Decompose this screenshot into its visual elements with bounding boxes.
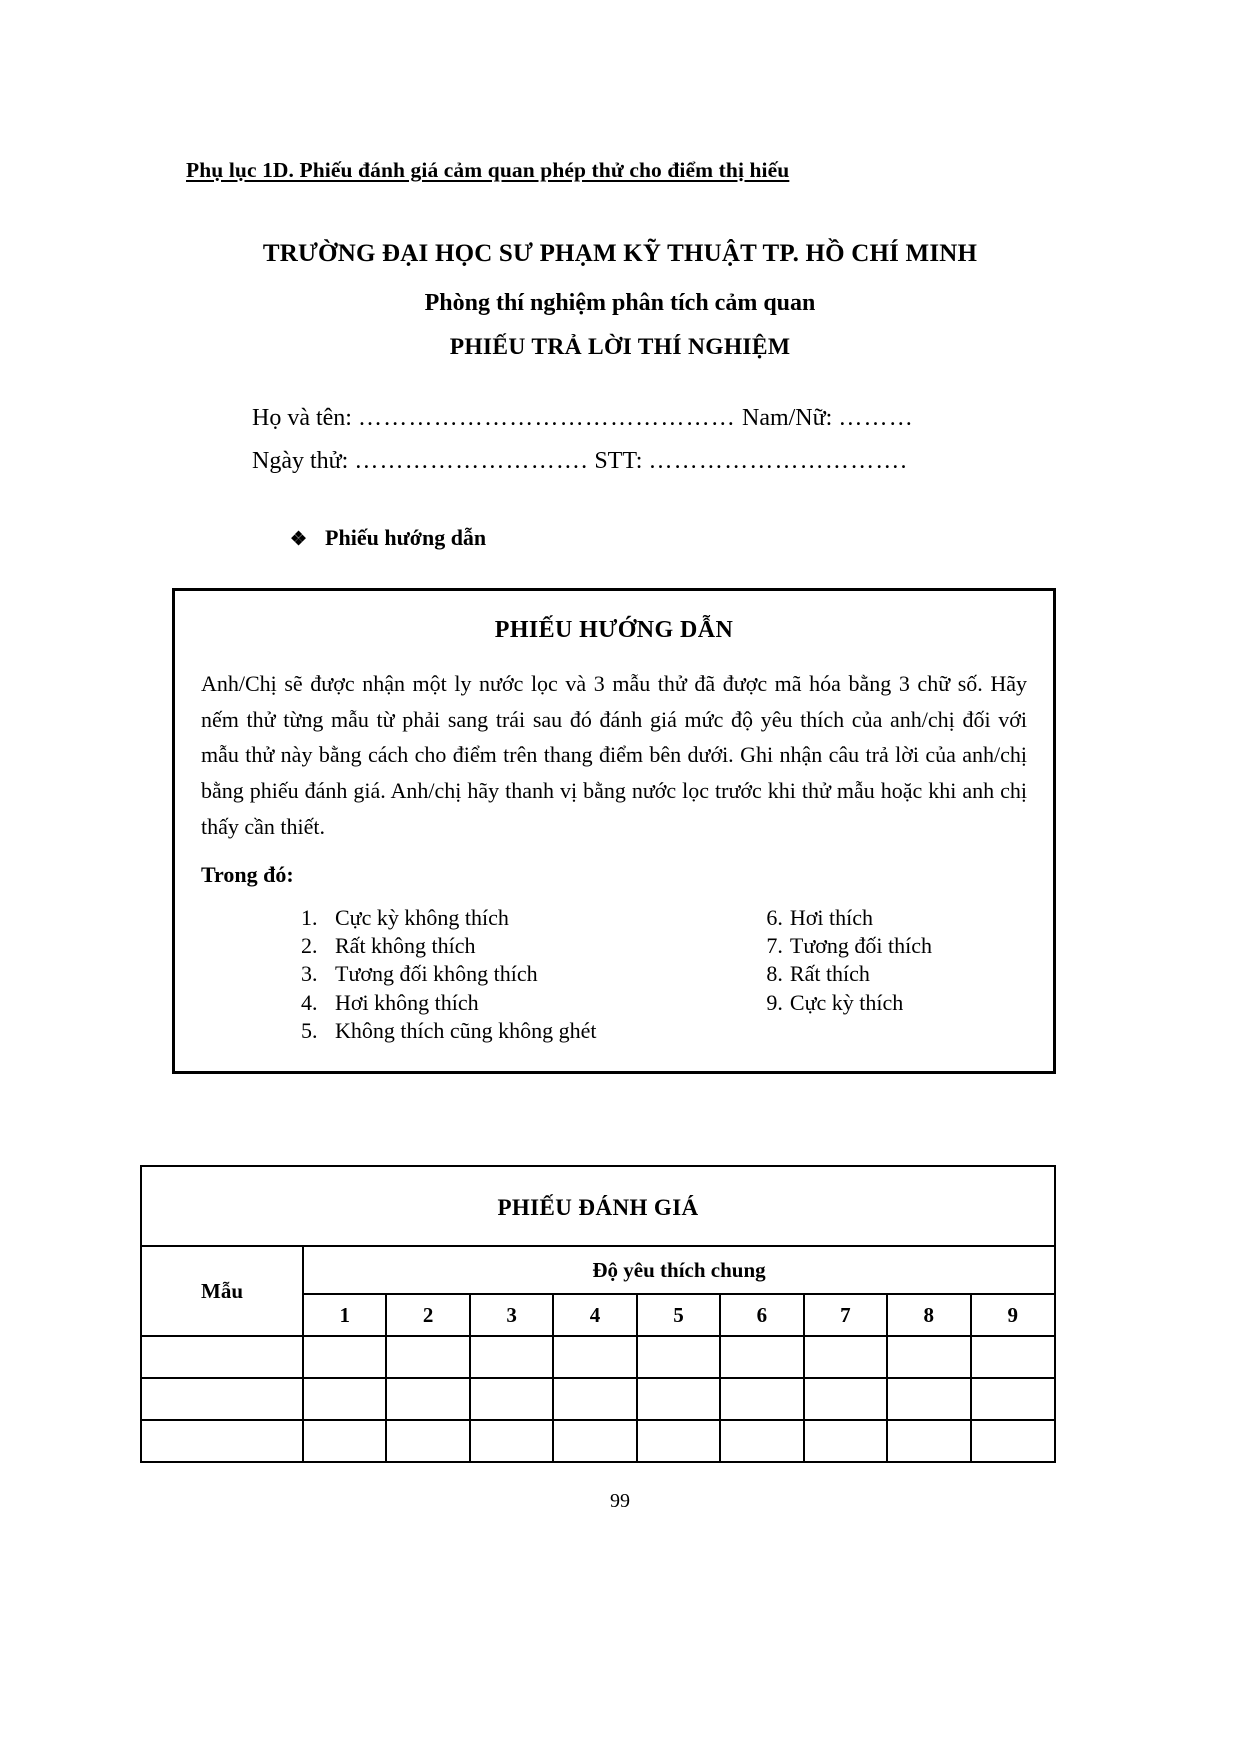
cell-score-6[interactable] [720,1420,803,1461]
hedonic-scale-list-right [766,904,1027,1017]
list-item [766,989,1027,1017]
scale-label: Cực kỳ thích [789,989,904,1015]
gender-label: Nam/Nữ: [741,405,833,431]
diamond-bullet-icon: ❖ [290,529,308,550]
cell-sample[interactable] [142,1420,303,1461]
participant-fields [252,405,1012,491]
cell-score-3[interactable] [470,1336,553,1378]
column-header-score-2: 2 [386,1294,469,1336]
cell-score-4[interactable] [553,1336,636,1378]
scale-number: 2. [301,933,318,959]
organisation-header [0,240,1240,361]
list-item [301,904,766,932]
instruction-sheet-bullet-line [290,525,486,551]
scale-number: 9. [766,989,783,1015]
cell-score-3[interactable] [470,1378,553,1420]
instruction-paragraph: Anh/Chị sẽ được nhận một ly nước lọc và 3 mẫu thử đã được mã hóa bằng 3 chữ số. Hãy nếm thử từng mẫu từ phải sang trái sau đó đánh giá mức độ yêu thích của anh/chị đối với mẫu thử này bằng cách cho điểm trên thang điểm bên dưới. Ghi nhận câu trả lời của anh/chị bằng phiếu đánh giá. Anh/chị hãy thanh vị bằng nước lọc trước khi thử mẫu hoặc khi anh chị thấy cần thiết. [201,671,1027,839]
stt-input[interactable]: …………………………. [648,448,908,474]
stt-label: STT: [594,448,643,474]
list-item [301,932,766,960]
scale-number: 8. [766,961,783,987]
scale-number: 7. [766,933,783,959]
column-header-score-5: 5 [637,1294,720,1336]
appendix-heading: Phụ lục 1D. Phiếu đánh giá cảm quan phép thử cho điểm thị hiếu [186,158,790,182]
hedonic-scale-right-column [766,904,1027,1045]
scale-label: Tương đối không thích [335,961,538,987]
form-title: PHIẾU TRẢ LỜI THÍ NGHIỆM [449,334,791,360]
scale-number: 6. [766,905,783,931]
cell-score-8[interactable] [887,1420,970,1461]
list-item [766,932,1027,960]
scale-label: Hơi thích [789,905,874,931]
cell-score-5[interactable] [637,1336,720,1378]
name-input[interactable]: ……………………………………… [357,405,736,431]
list-item [766,960,1027,988]
cell-score-7[interactable] [804,1420,887,1461]
cell-score-4[interactable] [553,1420,636,1461]
scale-label: Rất thích [789,961,870,987]
date-stt-row [252,448,1012,475]
cell-score-1[interactable] [303,1420,386,1461]
scale-number: 5. [301,1017,318,1043]
page-number: 99 [610,1490,630,1512]
hedonic-scale-list-left [301,904,766,1045]
cell-score-2[interactable] [386,1336,469,1378]
scale-label: Hơi không thích [335,989,479,1015]
university-name: TRƯỜNG ĐẠI HỌC SƯ PHẠM KỸ THUẬT TP. HỒ CHÍ MINH [262,240,978,267]
evaluation-box-title: PHIẾU ĐÁNH GIÁ [497,1195,699,1220]
name-label: Họ và tên: [252,405,352,431]
instruction-box [172,588,1056,1074]
cell-score-9[interactable] [971,1336,1055,1378]
cell-score-1[interactable] [303,1378,386,1420]
list-item [301,1017,766,1045]
column-header-score-1: 1 [303,1294,386,1336]
cell-score-7[interactable] [804,1378,887,1420]
column-header-score-9: 9 [971,1294,1055,1336]
column-header-overall-liking: Độ yêu thích chung [303,1246,1054,1294]
table-header-row-main [142,1246,1054,1294]
cell-sample[interactable] [142,1336,303,1378]
gender-input[interactable]: ……… [838,405,914,431]
column-header-score-6: 6 [720,1294,803,1336]
laboratory-name: Phòng thí nghiệm phân tích cảm quan [424,290,816,316]
scale-label: Không thích cũng không ghét [335,1017,597,1043]
cell-score-6[interactable] [720,1336,803,1378]
cell-score-9[interactable] [971,1420,1055,1461]
date-input[interactable]: ………………………. [354,448,589,474]
column-header-score-7: 7 [804,1294,887,1336]
cell-score-7[interactable] [804,1336,887,1378]
cell-score-8[interactable] [887,1336,970,1378]
name-gender-row [252,405,1012,432]
date-label: Ngày thử: [252,448,349,474]
scale-label: Cực kỳ không thích [335,905,509,931]
list-item [301,989,766,1017]
instruction-subheading: Trong đó: [201,862,294,888]
hedonic-scale-columns [201,904,1027,1045]
cell-score-5[interactable] [637,1420,720,1461]
cell-score-9[interactable] [971,1378,1055,1420]
scale-number: 1. [301,905,318,931]
cell-score-3[interactable] [470,1420,553,1461]
cell-score-8[interactable] [887,1378,970,1420]
list-item [301,960,766,988]
cell-score-2[interactable] [386,1420,469,1461]
evaluation-box [140,1165,1056,1463]
cell-score-1[interactable] [303,1336,386,1378]
column-header-score-3: 3 [470,1294,553,1336]
column-header-sample: Mẫu [142,1246,303,1336]
column-header-score-8: 8 [887,1294,970,1336]
instruction-box-title: PHIẾU HƯỚNG DẪN [494,617,734,643]
table-row[interactable] [142,1378,1054,1420]
table-row[interactable] [142,1420,1054,1461]
column-header-score-4: 4 [553,1294,636,1336]
scale-number: 4. [301,989,318,1015]
instruction-sheet-bullet-label: Phiếu hướng dẫn [325,525,487,550]
cell-score-2[interactable] [386,1378,469,1420]
table-row[interactable] [142,1336,1054,1378]
scale-number: 3. [301,961,318,987]
hedonic-scale-left-column [301,904,766,1045]
scale-label: Rất không thích [335,933,476,959]
cell-score-5[interactable] [637,1378,720,1420]
cell-score-4[interactable] [553,1378,636,1420]
list-item [766,904,1027,932]
scale-label: Tương đối thích [789,933,932,959]
cell-score-6[interactable] [720,1378,803,1420]
cell-sample[interactable] [142,1378,303,1420]
evaluation-table [142,1245,1054,1461]
